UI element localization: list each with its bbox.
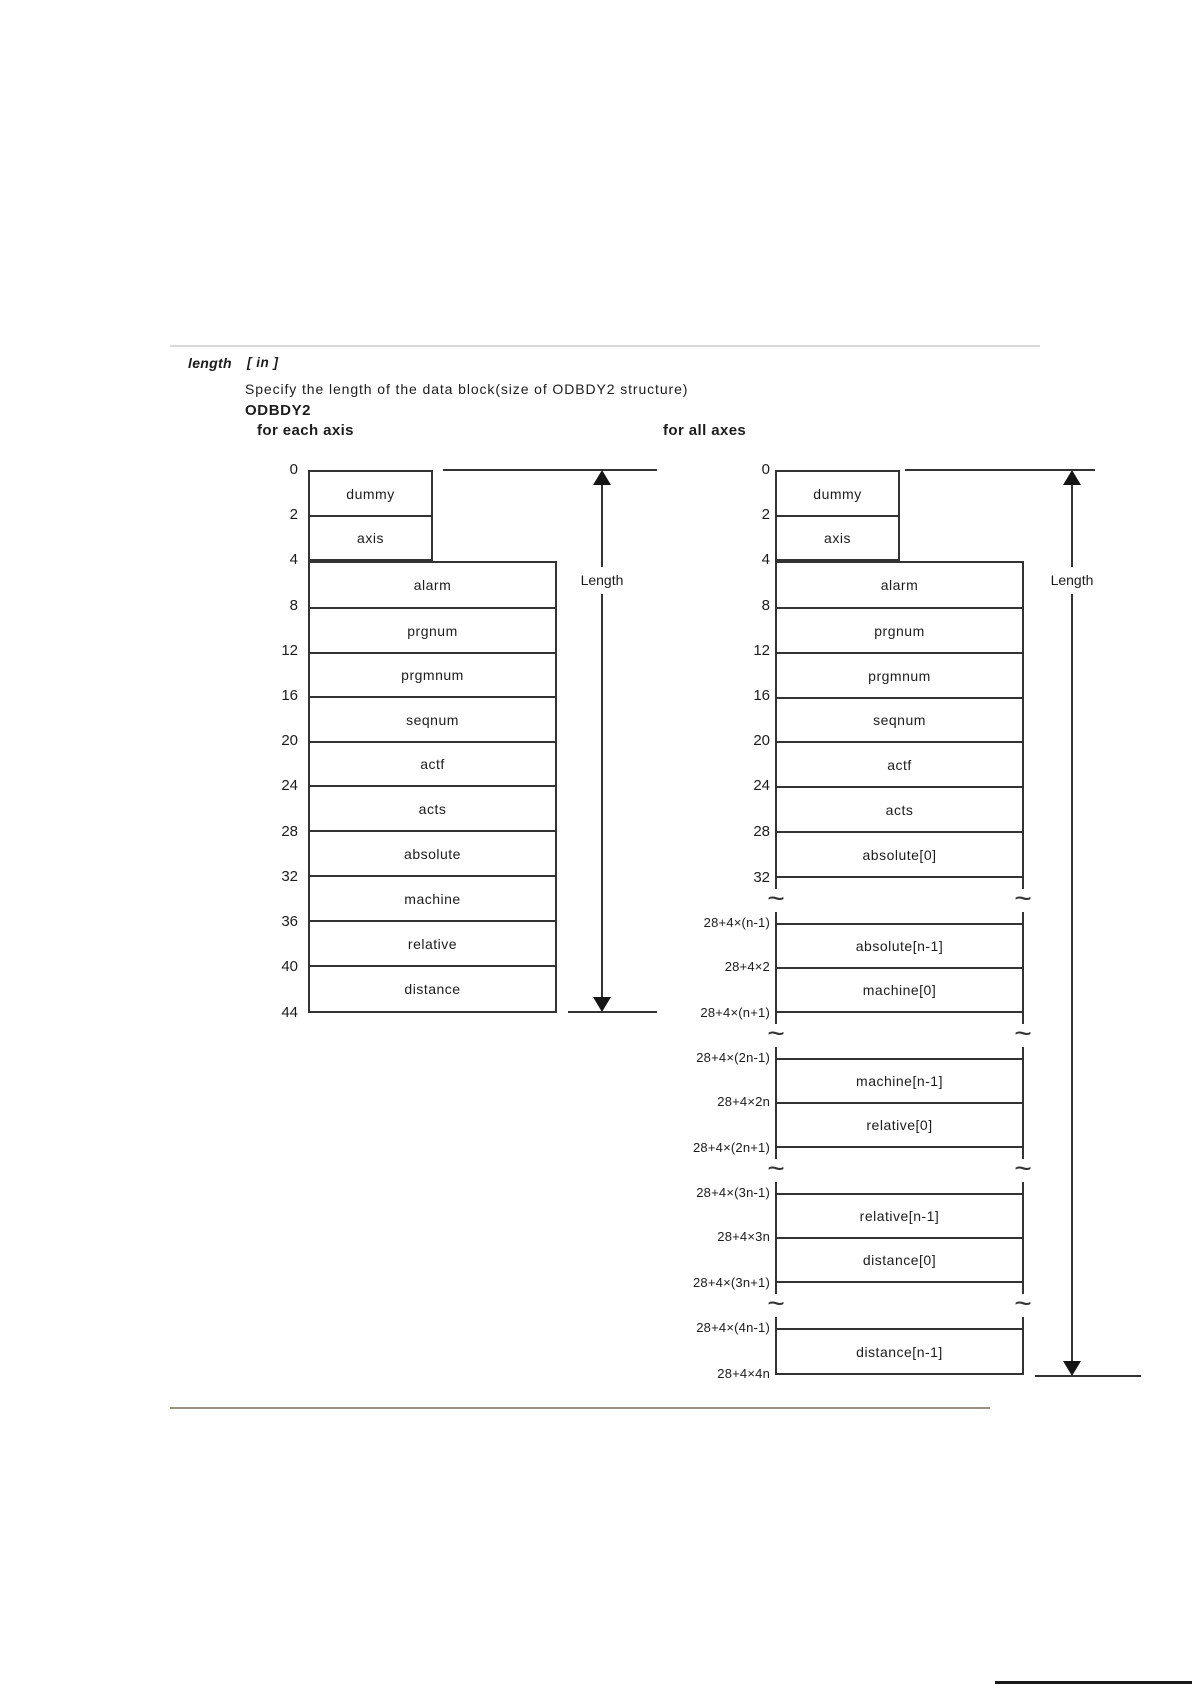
offset-label: 28+4×2 (724, 959, 770, 974)
right-length-bottom-line (1035, 1375, 1141, 1377)
field-cell: acts (885, 801, 914, 818)
field-cell: machine[n-1] (856, 1073, 943, 1089)
field-cell: acts (418, 800, 447, 817)
field-cell: actf (887, 756, 912, 773)
field-cell: prgmnum (401, 667, 464, 683)
arrow-up-icon (1063, 470, 1081, 485)
break-tilde: ~ (1014, 882, 1032, 915)
offset-label: 28+4×2n (717, 1094, 770, 1109)
offset-label: 2 (289, 506, 298, 523)
right-wide-box-b (775, 923, 1024, 1013)
left-diagram-title: for each axis (257, 422, 354, 439)
left-length-label: Length (570, 567, 634, 593)
offset-label: 12 (281, 642, 298, 659)
offset-label: 16 (753, 687, 770, 704)
field-cell: seqnum (873, 712, 926, 728)
field-cell: absolute[0] (862, 846, 937, 863)
right-diagram-title: for all axes (663, 422, 747, 439)
field-cell: alarm (880, 577, 919, 593)
offset-label: 4 (289, 551, 298, 568)
right-length-arrow-line (1071, 482, 1073, 568)
break-tilde: ~ (767, 1152, 785, 1185)
break-tilde: ~ (767, 1287, 785, 1320)
top-divider-line (170, 345, 1040, 347)
param-direction: [ in ] (247, 355, 279, 370)
field-cell: actf (420, 756, 445, 772)
right-narrow-box (775, 470, 900, 561)
offset-label: 28 (281, 823, 298, 840)
field-cell: axis (357, 530, 384, 546)
field-cell: dummy (813, 485, 862, 502)
offset-label: 0 (761, 461, 770, 478)
field-cell: machine[0] (862, 982, 937, 998)
right-wide-box-c (775, 1058, 1024, 1148)
offset-label: 8 (761, 597, 770, 614)
param-name: length (188, 355, 232, 371)
field-cell: prgnum (407, 622, 458, 639)
field-cell: alarm (413, 577, 452, 593)
offset-label: 28+4×(2n+1) (692, 1140, 770, 1155)
page-edge-bar (995, 1681, 1192, 1684)
field-cell: absolute[n-1] (855, 938, 944, 954)
field-cell: prgmnum (868, 667, 931, 684)
bottom-divider-line (170, 1407, 990, 1409)
offset-label: 28+4×(2n-1) (696, 1050, 770, 1065)
right-length-label: Length (1040, 567, 1104, 593)
offset-label: 28+4×4n (717, 1366, 770, 1381)
right-wide-box-e (775, 1328, 1024, 1375)
field-cell: prgnum (874, 622, 925, 639)
left-narrow-box (308, 470, 433, 561)
offset-label: 8 (289, 597, 298, 614)
field-cell: distance[n-1] (856, 1343, 943, 1360)
field-cell: seqnum (406, 711, 459, 728)
field-cell: relative[n-1] (859, 1208, 940, 1224)
offset-label: 28 (753, 823, 770, 840)
offset-label: 28+4×(3n+1) (692, 1275, 770, 1290)
offset-label: 28+4×3n (717, 1229, 770, 1244)
struct-name: ODBDY2 (245, 402, 312, 419)
right-wide-box-d (775, 1193, 1024, 1283)
offset-label: 32 (753, 869, 770, 886)
field-cell: relative (407, 935, 458, 952)
break-tilde: ~ (1014, 1287, 1032, 1320)
offset-label: 44 (281, 1004, 298, 1021)
break-tilde: ~ (1014, 1017, 1032, 1050)
field-cell: distance (404, 981, 461, 997)
offset-label: 0 (289, 461, 298, 478)
offset-label: 24 (753, 777, 770, 794)
offset-label: 28+4×(n+1) (700, 1005, 770, 1020)
offset-label: 36 (281, 913, 298, 930)
offset-label: 20 (753, 732, 770, 749)
arrow-down-icon (1063, 1361, 1081, 1376)
break-tilde: ~ (767, 882, 785, 915)
param-description: Specify the length of the data block(size of ODBDY2 structure) (245, 381, 689, 397)
field-cell: distance[0] (862, 1252, 937, 1268)
field-cell: relative[0] (866, 1117, 933, 1133)
offset-label: 32 (281, 868, 298, 885)
field-cell: dummy (346, 485, 395, 502)
offset-label: 24 (281, 777, 298, 794)
offset-label: 28+4×(3n-1) (696, 1185, 770, 1200)
break-tilde: ~ (1014, 1152, 1032, 1185)
left-wide-box (308, 561, 557, 1013)
right-wide-box-a (775, 561, 1024, 878)
field-cell: axis (824, 530, 851, 546)
field-cell: absolute (404, 845, 461, 862)
right-length-arrow-line (1071, 594, 1073, 1362)
offset-label: 2 (761, 506, 770, 523)
offset-label: 40 (281, 958, 298, 975)
offset-label: 12 (753, 642, 770, 659)
offset-label: 4 (761, 551, 770, 568)
offset-label: 28+4×(n-1) (703, 915, 770, 930)
offset-label: 16 (281, 687, 298, 704)
field-cell: machine (404, 890, 461, 907)
offset-label: 20 (281, 732, 298, 749)
break-tilde: ~ (767, 1017, 785, 1050)
offset-label: 28+4×(4n-1) (696, 1320, 770, 1335)
